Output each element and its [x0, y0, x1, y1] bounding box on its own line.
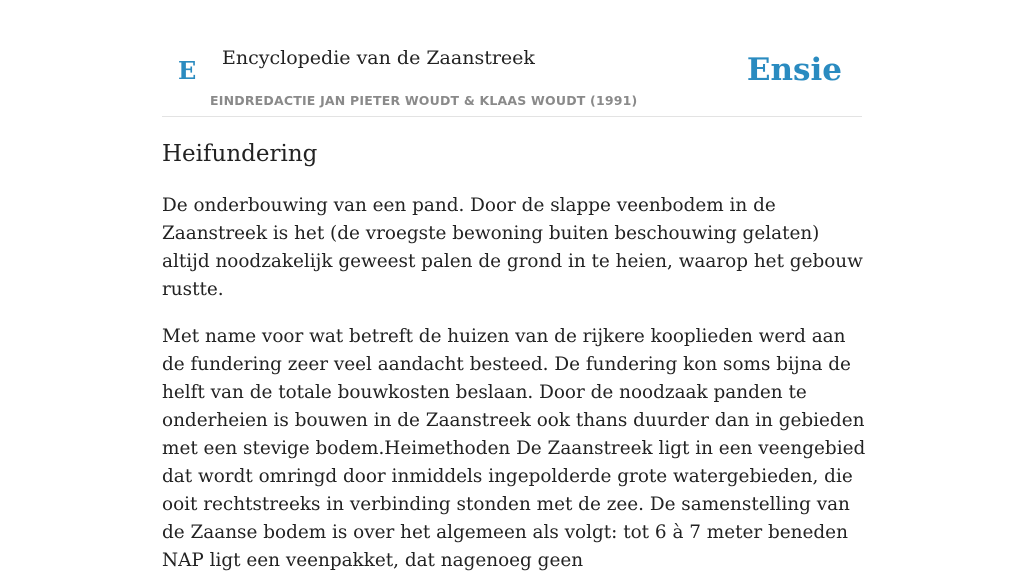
site-header: [162, 0, 862, 117]
article-paragraph: Met name voor wat betreft de huizen van de rijkere kooplieden werd aan de fundering zeer veel aandacht besteed. De fundering kon soms bijna de helft van de totale bouwkosten beslaan. Door de noodzaak panden te onderheien is bouwen in de Zaanstreek ook thans duurder dan in gebieden met een stevige bodem.Heimethoden De Zaanstreek ligt in een veengebied dat wordt omringd door inmiddels ingepolderde grote watergebieden, die ooit rechtstreeks in verbinding stonden met de zee. De samenstelling van de Zaanse bodem is over het algemeen als volgt: tot 6 à 7 meter beneden NAP ligt een veenpakket, dat nagenoeg geen: [162, 326, 866, 571]
site-logo-mark[interactable]: E: [178, 56, 197, 85]
article: [162, 138, 867, 575]
ensie-brand-logo[interactable]: Ensie: [746, 52, 842, 88]
editors-credit: EINDREDACTIE JAN PIETER WOUDT & KLAAS WOUDT (1991): [210, 93, 638, 108]
article-title: Heifundering: [162, 141, 318, 167]
site-title[interactable]: Encyclopedie van de Zaanstreek: [222, 47, 535, 69]
article-paragraph: De onderbouwing van een pand. Door de slappe veenbodem in de Zaanstreek is het (de vroegste bewoning buiten beschouwing gelaten) altijd noodzakelijk geweest palen de grond in te heien, waarop het gebouw rustte.: [162, 195, 863, 300]
